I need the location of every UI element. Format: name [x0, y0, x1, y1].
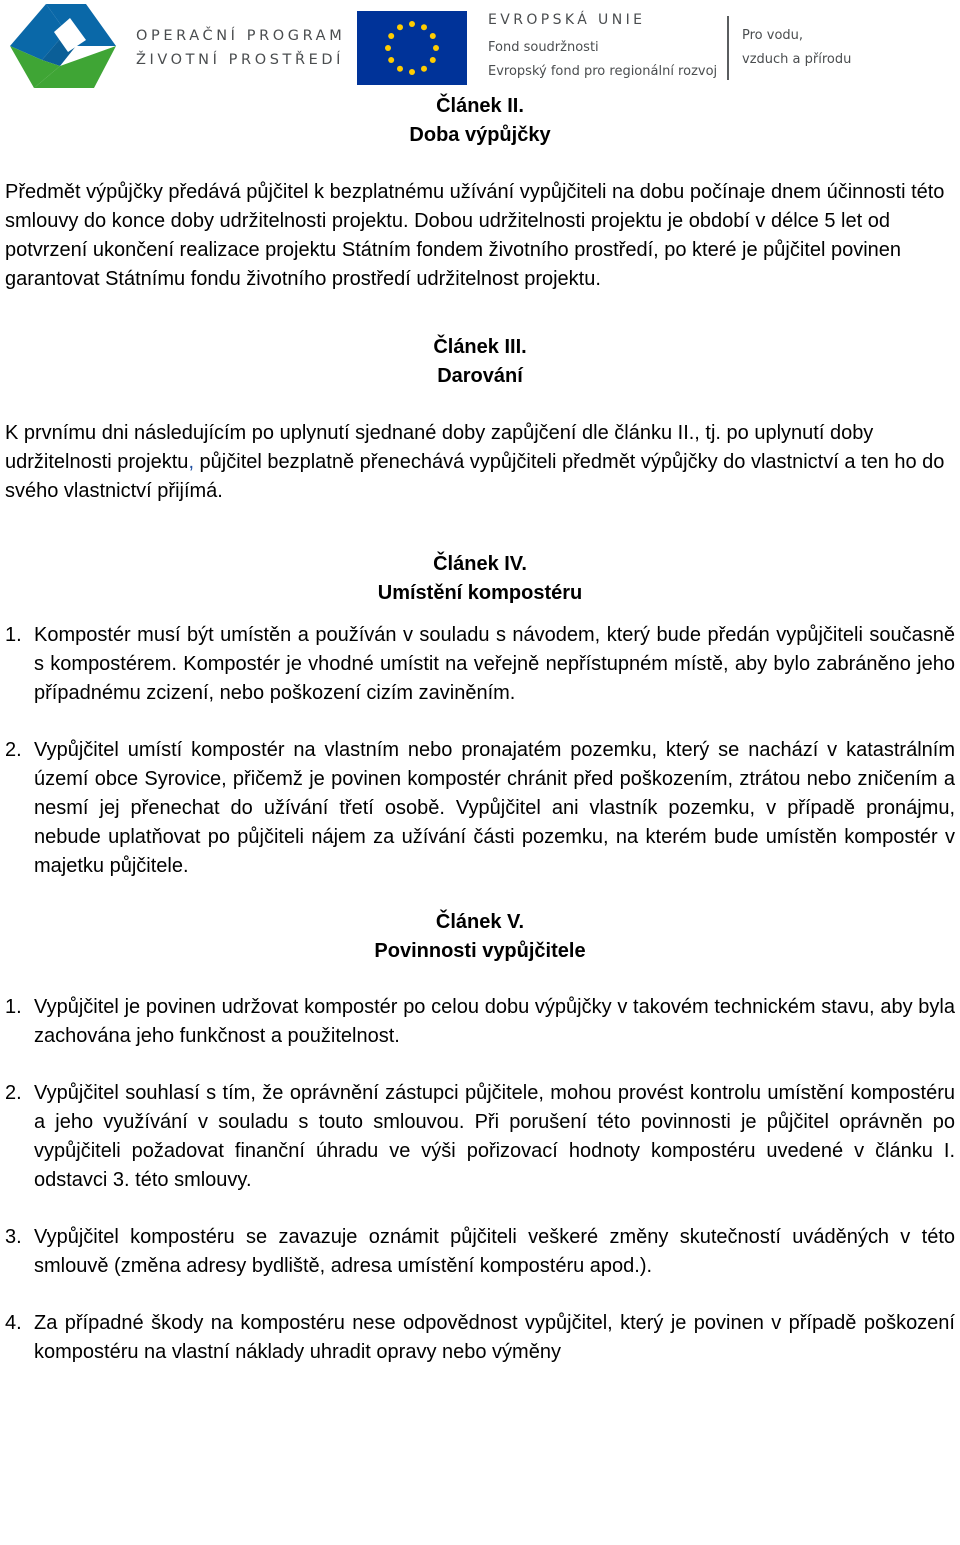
article-5-item [5, 1309, 955, 1367]
opzp-logo-icon [4, 2, 124, 90]
tagline-line-1: Pro vodu, [742, 28, 804, 43]
article-5-title: Článek V. [435, 911, 525, 933]
item-text: Vypůjčitel kompostéru se zavazuje oznámit půjčiteli veškeré změny skutečností uváděných v této smlouvě (změna adresy bydliště, adresa umístění kompostéru apod.). [34, 1226, 955, 1277]
document-body [5, 92, 955, 1367]
item-number: 1. [5, 624, 22, 646]
item-number: 2. [5, 739, 22, 761]
article-3-text-b: půjčitel bezplatně přenechává vypůjčiteli předmět výpůjčky do vlastnictví a ten ho do svého vlastnictví přijímá. [5, 451, 945, 502]
eu-regional-fund: Evropský fond pro regionální rozvoj [488, 64, 718, 79]
article-3-title: Článek III. [433, 336, 527, 358]
article-5 [5, 908, 955, 1367]
article-4-item [5, 621, 955, 708]
article-3-text-a: K prvnímu dni následujícím po uplynutí sjednané doby zapůjčení dle článku II., tj. po uplynutí doby udržitelnosti projektu [5, 422, 874, 473]
article-5-subtitle: Povinnosti vypůjčitele [374, 940, 586, 962]
article-5-item [5, 1223, 955, 1281]
item-number: 4. [5, 1312, 22, 1334]
tagline-line-2: vzduch a přírodu [742, 52, 852, 67]
article-3-comma: , [188, 451, 194, 473]
opzp-logo-text [136, 24, 345, 72]
article-2-text: Předmět výpůjčky předává půjčitel k bezplatnému užívání vypůjčiteli na dobu počínaje dnem účinnosti této smlouvy do konce doby udržitelnosti projektu. Dobou udržitelnosti projektu je období v délce 5 let od potvrzení ukončení realizace projektu Státním fondem životního prostředí, po které je půjčitel povinen garantovat Státnímu fondu životního prostředí udržitelnost projektu. [5, 181, 945, 290]
item-number: 1. [5, 996, 22, 1018]
opzp-line-1: OPERAČNÍ PROGRAM [136, 28, 346, 44]
article-4-item [5, 736, 955, 881]
article-2-subtitle: Doba výpůjčky [409, 124, 551, 146]
eu-title: EVROPSKÁ UNIE [488, 12, 646, 28]
header-logo-bar [0, 0, 960, 92]
article-4 [5, 550, 955, 881]
item-number: 2. [5, 1082, 22, 1104]
item-text: Za případné škody na kompostéru nese odpovědnost vypůjčitel, který je povinen v případě poškození kompostéru na vlastní náklady uhradit opravy nebo výměny [34, 1312, 955, 1363]
article-5-item [5, 993, 955, 1051]
article-3 [5, 333, 955, 506]
item-text: Vypůjčitel umístí kompostér na vlastním nebo pronajatém pozemku, který se nachází v katastrálním území obce Syrovice, přičemž je povinen kompostér chránit před poškozením, ztrátou nebo zničením a nesmí jej přenechat do užívání třetí osobě. Vypůjčitel ani vlastník pozemku, v případě pronájmu, nebude uplatňovat po půjčiteli nájem za užívání části pozemku, na kterém bude umístěn kompostér v majetku půjčitele. [34, 739, 955, 877]
item-text: Kompostér musí být umístěn a používán v souladu s návodem, který bude předán vypůjčiteli současně s kompostérem. Kompostér je vhodné umístit na veřejně nepřístupném místě, aby bylo zabráněno jeho případnému zcizení, nebo poškození cizím zaviněním. [34, 624, 955, 704]
item-text: Vypůjčitel je povinen udržovat kompostér po celou dobu výpůjčky v takovém technickém stavu, aby byla zachována jeho funkčnost a použitelnost. [34, 996, 955, 1047]
eu-flag-icon [357, 11, 467, 85]
article-4-subtitle: Umístění kompostéru [377, 582, 583, 604]
article-2 [5, 92, 955, 294]
tagline [742, 24, 851, 72]
article-3-subtitle: Darování [437, 365, 523, 387]
opzp-line-2: ŽIVOTNÍ PROSTŘEDÍ [136, 52, 345, 68]
eu-cohesion-fund: Fond soudržnosti [488, 40, 599, 55]
article-4-title: Článek IV. [433, 553, 527, 575]
article-5-item [5, 1079, 955, 1195]
eu-logo-text [488, 10, 717, 84]
article-2-title: Článek II. [436, 95, 524, 117]
article-3-text [5, 419, 955, 506]
header-divider [727, 16, 729, 80]
item-number: 3. [5, 1226, 22, 1248]
item-text: Vypůjčitel souhlasí s tím, že oprávnění zástupci půjčitele, mohou provést kontrolu umístění kompostéru a jeho využívání v souladu s touto smlouvou. Při porušení této povinnosti je půjčitel oprávněn po vypůjčiteli požadovat finanční úhradu ve výši pořizovací hodnoty kompostéru uvedené v článku I. odstavci 3. této smlouvy. [34, 1082, 955, 1191]
